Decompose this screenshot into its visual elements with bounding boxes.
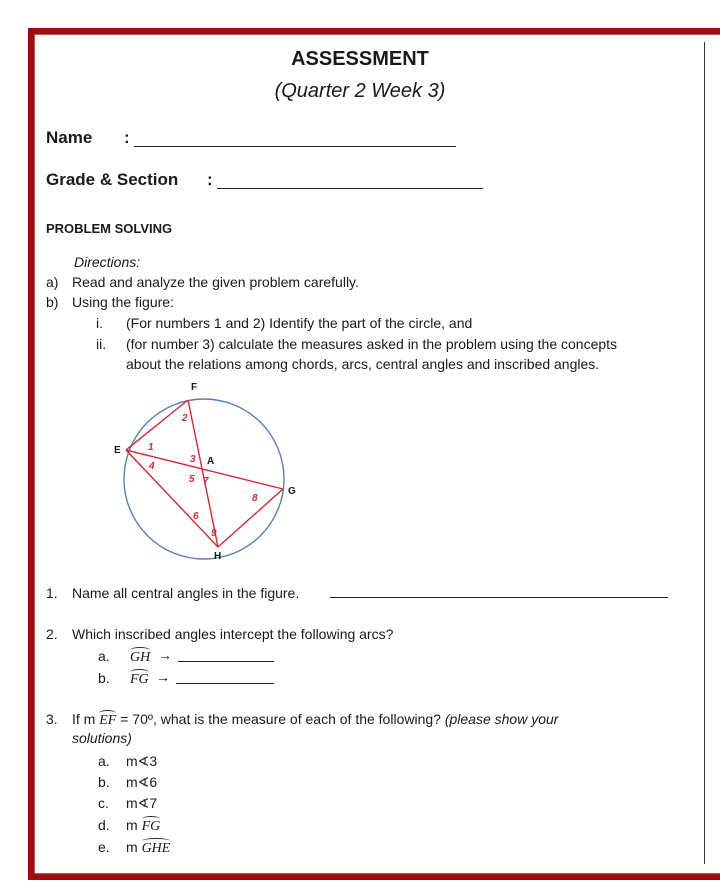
arc-gh: GH xyxy=(130,650,151,665)
q3-e-text xyxy=(126,839,170,857)
direction-a-marker: a) xyxy=(46,274,59,290)
angle-5-label: 5 xyxy=(189,474,195,485)
directions-heading: Directions: xyxy=(74,254,141,270)
right-margin-rule xyxy=(704,42,705,864)
q3-text-prefix: If m xyxy=(72,711,96,727)
angle-7-label: 7 xyxy=(203,476,209,487)
q3-d-text xyxy=(126,817,160,835)
q2-b-arrow: → xyxy=(156,669,170,685)
direction-b-marker: b) xyxy=(46,294,59,310)
chord-ef xyxy=(126,400,188,450)
point-e-label: E xyxy=(114,445,121,456)
point-f-label: F xyxy=(191,382,198,393)
q2-a-arc xyxy=(130,648,150,666)
q3-d-prefix: m xyxy=(126,817,138,833)
angle-6-label: 6 xyxy=(193,511,199,522)
angle-4-label: 4 xyxy=(149,461,155,472)
page-title: ASSESSMENT xyxy=(291,48,429,70)
direction-ii-text-1: (for number 3) calculate the measures asked in the problem using the concepts xyxy=(126,336,618,352)
angle-2-label: 2 xyxy=(182,413,188,424)
arc-ghe: GHE xyxy=(141,841,171,856)
name-colon: : xyxy=(124,128,130,147)
q2-b-answer-field[interactable] xyxy=(176,683,274,684)
q3-a-text: m∢3 xyxy=(126,753,158,769)
q3-c-text: m∢7 xyxy=(126,795,158,811)
direction-i-marker: i. xyxy=(96,315,103,331)
grade-section-colon: : xyxy=(207,170,213,189)
q3-b-text: m∢6 xyxy=(126,774,158,790)
q2-a-arrow: → xyxy=(158,647,172,663)
q2-b-arc xyxy=(130,670,149,688)
q3-number: 3. xyxy=(46,711,58,727)
q3-e-prefix: m xyxy=(126,839,138,855)
q3-text-main: = 70º, what is the measure of each of the following? xyxy=(116,711,441,727)
page-subtitle: (Quarter 2 Week 3) xyxy=(274,80,446,102)
direction-ii-text-2: about the relations among chords, arcs, central angles and inscribed angles. xyxy=(126,356,600,372)
arc-fg-2: FG xyxy=(141,819,161,834)
arc-fg: FG xyxy=(130,672,149,687)
q2-text: Which inscribed angles intercept the following arcs? xyxy=(72,626,394,642)
q3-d-marker: d. xyxy=(98,817,110,833)
angle-1-label: 1 xyxy=(148,442,154,453)
point-a-label: A xyxy=(207,456,215,467)
q1-text: Name all central angles in the figure. xyxy=(72,585,300,601)
q3-b-marker: b. xyxy=(98,774,110,790)
point-h-label: H xyxy=(214,551,222,562)
q2-a-answer-field[interactable] xyxy=(178,661,274,662)
q3-a-marker: a. xyxy=(98,753,110,769)
q1-number: 1. xyxy=(46,585,58,601)
chord-eh xyxy=(126,450,218,547)
angle-3-label: 3 xyxy=(190,454,196,465)
q1-answer-field[interactable] xyxy=(330,597,668,598)
q3-text-line-2: solutions) xyxy=(72,730,132,746)
grade-section-label: Grade & Section xyxy=(46,170,179,189)
direction-a-text: Read and analyze the given problem carefully. xyxy=(72,274,359,290)
direction-b-text: Using the figure: xyxy=(72,294,174,310)
q2-a-marker: a. xyxy=(98,648,110,664)
direction-ii-marker: ii. xyxy=(96,336,107,352)
name-label: Name xyxy=(46,128,93,147)
name-field[interactable] xyxy=(134,146,456,147)
q3-e-marker: e. xyxy=(98,839,110,855)
q3-text-line-1 xyxy=(72,711,558,729)
angle-9-label: 9 xyxy=(211,528,217,539)
q2-b-marker: b. xyxy=(98,670,110,686)
grade-section-field[interactable] xyxy=(217,188,483,189)
angle-8-label: 8 xyxy=(252,493,258,504)
circle-figure xyxy=(100,376,320,572)
section-heading: PROBLEM SOLVING xyxy=(46,221,173,236)
q3-text-italic: (please show your xyxy=(440,711,559,727)
q3-c-marker: c. xyxy=(98,795,109,811)
q2-number: 2. xyxy=(46,626,58,642)
point-g-label: G xyxy=(288,486,296,497)
direction-i-text: (For numbers 1 and 2) Identify the part of the circle, and xyxy=(126,315,473,331)
arc-ef: EF xyxy=(99,713,117,728)
